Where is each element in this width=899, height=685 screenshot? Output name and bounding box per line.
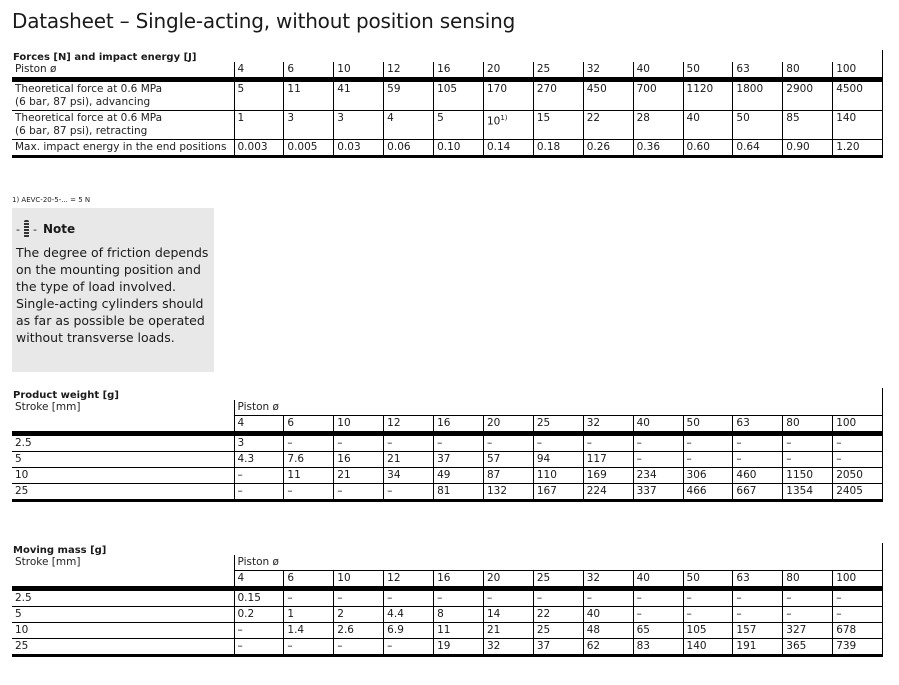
table-cell: 0.03 [334, 140, 384, 157]
table-cell: 8 [434, 607, 484, 623]
piston-label: Piston ø [234, 400, 883, 416]
table-cell: 48 [583, 623, 633, 639]
table-cell: 0.10 [434, 140, 484, 157]
table-row [12, 400, 883, 416]
table-row [12, 571, 883, 589]
table-cell: 1 [234, 111, 284, 140]
table-cell: 0.90 [783, 140, 833, 157]
table-cell: 1 [284, 607, 334, 623]
table-cell: – [733, 434, 783, 452]
weight-heading: Product weight [g] [12, 388, 883, 400]
table-cell: – [783, 589, 833, 607]
piston-size: 10 [334, 571, 384, 589]
table-cell: 678 [833, 623, 883, 639]
piston-size: 16 [434, 416, 484, 434]
table-cell: 157 [733, 623, 783, 639]
table-cell: – [683, 607, 733, 623]
piston-size: 10 [334, 416, 384, 434]
table-cell: – [434, 589, 484, 607]
table-cell: 1354 [783, 484, 833, 501]
table-cell: 3 [334, 111, 384, 140]
table-cell: 234 [633, 468, 683, 484]
table-cell: 2405 [833, 484, 883, 501]
table-cell: 11 [284, 468, 334, 484]
table-cell: 0.60 [683, 140, 733, 157]
piston-size: 4 [234, 62, 284, 80]
table-cell: 62 [583, 639, 633, 656]
table-cell: 0.06 [384, 140, 434, 157]
table-cell: 365 [783, 639, 833, 656]
piston-size: 50 [683, 416, 733, 434]
table-cell: – [284, 434, 334, 452]
table-cell: – [633, 607, 683, 623]
stroke-value: 5 [12, 452, 234, 468]
table-cell: 0.26 [583, 140, 633, 157]
table-cell: 132 [483, 484, 533, 501]
page-title: Datasheet – Single-acting, without position sensing [12, 9, 516, 33]
table-cell: – [533, 589, 583, 607]
piston-size: 6 [284, 62, 334, 80]
note-title: Note [42, 222, 76, 236]
table-cell: – [783, 452, 833, 468]
weight-table [12, 400, 883, 502]
table-cell: 460 [733, 468, 783, 484]
table-cell: 4.4 [384, 607, 434, 623]
empty-cell [12, 416, 234, 434]
table-cell: 700 [633, 80, 683, 111]
table-cell: – [334, 589, 384, 607]
mass-table [12, 555, 883, 657]
mass-heading: Moving mass [g] [12, 543, 883, 555]
table-cell: – [733, 452, 783, 468]
table-cell: – [833, 452, 883, 468]
table-cell: 11 [284, 80, 334, 111]
table-cell: – [384, 434, 434, 452]
table-cell: – [583, 589, 633, 607]
forces-table [12, 62, 883, 158]
table-row [12, 140, 883, 157]
footnote: 1) AEVC-20-5-... = 5 N [12, 196, 91, 204]
table-cell: – [533, 434, 583, 452]
table-cell: 5 [434, 111, 484, 140]
table-cell: – [284, 589, 334, 607]
table-cell: 337 [633, 484, 683, 501]
piston-size: 16 [434, 62, 484, 80]
table-cell: – [483, 589, 533, 607]
table-cell: – [833, 607, 883, 623]
table-cell: 110 [533, 468, 583, 484]
piston-label: Piston ø [12, 62, 234, 80]
piston-size: 25 [533, 571, 583, 589]
piston-size: 25 [533, 416, 583, 434]
table-cell: 14 [483, 607, 533, 623]
piston-size: 12 [384, 571, 434, 589]
table-cell: – [783, 607, 833, 623]
piston-size: 40 [633, 571, 683, 589]
table-cell: – [234, 639, 284, 656]
note-text: The degree of friction depends on the mounting position and the type of load involved. Single-acting cylinders should as far as possible be operated without transverse loads. [16, 245, 209, 345]
table-cell: 22 [583, 111, 633, 140]
table-cell: 140 [683, 639, 733, 656]
note-icon: - - [16, 220, 37, 238]
piston-size: 20 [483, 571, 533, 589]
table-cell: – [384, 639, 434, 656]
piston-size: 4 [234, 416, 284, 434]
table-cell: 0.36 [633, 140, 683, 157]
table-cell: 0.64 [733, 140, 783, 157]
table-cell: – [234, 468, 284, 484]
table-cell: 4500 [833, 80, 883, 111]
table-cell: 1.20 [833, 140, 883, 157]
table-row [12, 623, 883, 639]
table-cell: 270 [533, 80, 583, 111]
piston-size: 100 [833, 571, 883, 589]
stroke-value: 10 [12, 468, 234, 484]
table-cell: 28 [633, 111, 683, 140]
table-cell: 85 [783, 111, 833, 140]
table-cell: 170 [483, 80, 533, 111]
table-cell: 2900 [783, 80, 833, 111]
table-cell: 3 [234, 434, 284, 452]
table-row [12, 434, 883, 452]
forces-section [12, 50, 883, 158]
table-cell: – [783, 434, 833, 452]
table-cell: 169 [583, 468, 633, 484]
table-row [12, 62, 883, 80]
table-cell: – [284, 484, 334, 501]
table-cell: 0.2 [234, 607, 284, 623]
table-cell: 37 [533, 639, 583, 656]
stroke-value: 2.5 [12, 589, 234, 607]
stroke-label: Stroke [mm] [12, 400, 234, 416]
table-cell: 87 [483, 468, 533, 484]
table-cell: 105 [683, 623, 733, 639]
table-cell: – [334, 639, 384, 656]
piston-size: 80 [783, 62, 833, 80]
table-cell: 140 [833, 111, 883, 140]
piston-size: 12 [384, 416, 434, 434]
piston-size: 80 [783, 571, 833, 589]
table-cell: – [633, 434, 683, 452]
table-cell: 32 [483, 639, 533, 656]
table-cell: 1120 [683, 80, 733, 111]
table-cell: 15 [533, 111, 583, 140]
table-cell: 2 [334, 607, 384, 623]
table-cell: – [633, 589, 683, 607]
table-cell: 34 [384, 468, 434, 484]
table-cell: 1150 [783, 468, 833, 484]
table-cell: 21 [334, 468, 384, 484]
forces-heading: Forces [N] and impact energy [J] [12, 50, 883, 62]
table-row [12, 589, 883, 607]
piston-size: 10 [334, 62, 384, 80]
table-cell: 167 [533, 484, 583, 501]
piston-size: 50 [683, 62, 733, 80]
table-cell: – [384, 589, 434, 607]
table-cell: 81 [434, 484, 484, 501]
table-cell: 306 [683, 468, 733, 484]
piston-size: 40 [633, 62, 683, 80]
stroke-value: 2.5 [12, 434, 234, 452]
table-row [12, 484, 883, 501]
table-cell: – [683, 452, 733, 468]
table-cell: 37 [434, 452, 484, 468]
empty-cell [12, 571, 234, 589]
table-cell: 5 [234, 80, 284, 111]
table-cell: – [733, 607, 783, 623]
row-label: Theoretical force at 0.6 MPa (6 bar, 87 psi), retracting [12, 111, 234, 140]
table-cell: 50 [733, 111, 783, 140]
table-cell: 49 [434, 468, 484, 484]
table-cell: – [583, 434, 633, 452]
table-cell: 667 [733, 484, 783, 501]
table-row [12, 416, 883, 434]
piston-size: 80 [783, 416, 833, 434]
table-cell: 117 [583, 452, 633, 468]
piston-size: 100 [833, 62, 883, 80]
table-cell: 94 [533, 452, 583, 468]
table-cell: 19 [434, 639, 484, 656]
table-cell: 2050 [833, 468, 883, 484]
table-cell: 466 [683, 484, 733, 501]
stroke-label: Stroke [mm] [12, 555, 234, 571]
piston-size: 12 [384, 62, 434, 80]
table-cell: 1.4 [284, 623, 334, 639]
piston-size: 50 [683, 571, 733, 589]
table-cell: 11 [434, 623, 484, 639]
table-cell: 22 [533, 607, 583, 623]
stroke-value: 25 [12, 484, 234, 501]
table-cell: 40 [583, 607, 633, 623]
table-cell: 21 [384, 452, 434, 468]
weight-section [12, 388, 883, 502]
table-cell: 4.3 [234, 452, 284, 468]
piston-size: 40 [633, 416, 683, 434]
table-cell: 21 [483, 623, 533, 639]
table-cell: 7.6 [284, 452, 334, 468]
piston-size: 32 [583, 62, 633, 80]
table-cell: – [334, 434, 384, 452]
table-cell: 450 [583, 80, 633, 111]
piston-size: 16 [434, 571, 484, 589]
table-cell: 40 [683, 111, 733, 140]
table-cell: 41 [334, 80, 384, 111]
piston-size: 6 [284, 416, 334, 434]
table-cell: 0.18 [533, 140, 583, 157]
table-cell: 6.9 [384, 623, 434, 639]
table-cell: 224 [583, 484, 633, 501]
table-cell: 327 [783, 623, 833, 639]
piston-size: 32 [583, 571, 633, 589]
table-cell: 25 [533, 623, 583, 639]
table-row [12, 468, 883, 484]
table-cell: – [234, 484, 284, 501]
table-cell: – [384, 484, 434, 501]
table-row [12, 111, 883, 140]
piston-label: Piston ø [234, 555, 883, 571]
table-cell: 59 [384, 80, 434, 111]
table-cell: 105 [434, 80, 484, 111]
table-cell: – [483, 434, 533, 452]
table-cell: 57 [483, 452, 533, 468]
table-cell: – [234, 623, 284, 639]
table-cell: 191 [733, 639, 783, 656]
piston-size: 63 [733, 416, 783, 434]
table-cell: – [434, 434, 484, 452]
table-row [12, 80, 883, 111]
table-cell: 65 [633, 623, 683, 639]
table-row [12, 555, 883, 571]
table-cell: 1800 [733, 80, 783, 111]
table-cell: – [683, 434, 733, 452]
piston-size: 4 [234, 571, 284, 589]
table-cell: – [833, 589, 883, 607]
piston-size: 20 [483, 62, 533, 80]
note-box [12, 208, 214, 372]
table-row [12, 452, 883, 468]
mass-section [12, 543, 883, 657]
row-label: Theoretical force at 0.6 MPa (6 bar, 87 psi), advancing [12, 80, 234, 111]
table-cell: 0.15 [234, 589, 284, 607]
table-row [12, 607, 883, 623]
table-cell: – [284, 639, 334, 656]
table-cell: – [733, 589, 783, 607]
table-cell: 2.6 [334, 623, 384, 639]
footnote-mark: 1) [500, 114, 508, 122]
stroke-value: 10 [12, 623, 234, 639]
table-cell: 3 [284, 111, 334, 140]
piston-size: 25 [533, 62, 583, 80]
piston-size: 63 [733, 62, 783, 80]
table-cell: 4 [384, 111, 434, 140]
stroke-value: 25 [12, 639, 234, 656]
piston-size: 20 [483, 416, 533, 434]
table-cell: 0.14 [483, 140, 533, 157]
piston-size: 63 [733, 571, 783, 589]
note-header [16, 220, 210, 238]
table-cell: 0.003 [234, 140, 284, 157]
table-row [12, 639, 883, 656]
table-cell: 83 [633, 639, 683, 656]
table-cell: 10$^{1)}$ [483, 111, 533, 140]
table-cell: 0.005 [284, 140, 334, 157]
table-cell: – [833, 434, 883, 452]
table-cell: – [683, 589, 733, 607]
table-cell: – [633, 452, 683, 468]
row-label: Max. impact energy in the end positions [12, 140, 234, 157]
piston-size: 6 [284, 571, 334, 589]
table-cell: 739 [833, 639, 883, 656]
piston-size: 32 [583, 416, 633, 434]
table-cell: 16 [334, 452, 384, 468]
piston-size: 100 [833, 416, 883, 434]
stroke-value: 5 [12, 607, 234, 623]
table-cell: – [334, 484, 384, 501]
